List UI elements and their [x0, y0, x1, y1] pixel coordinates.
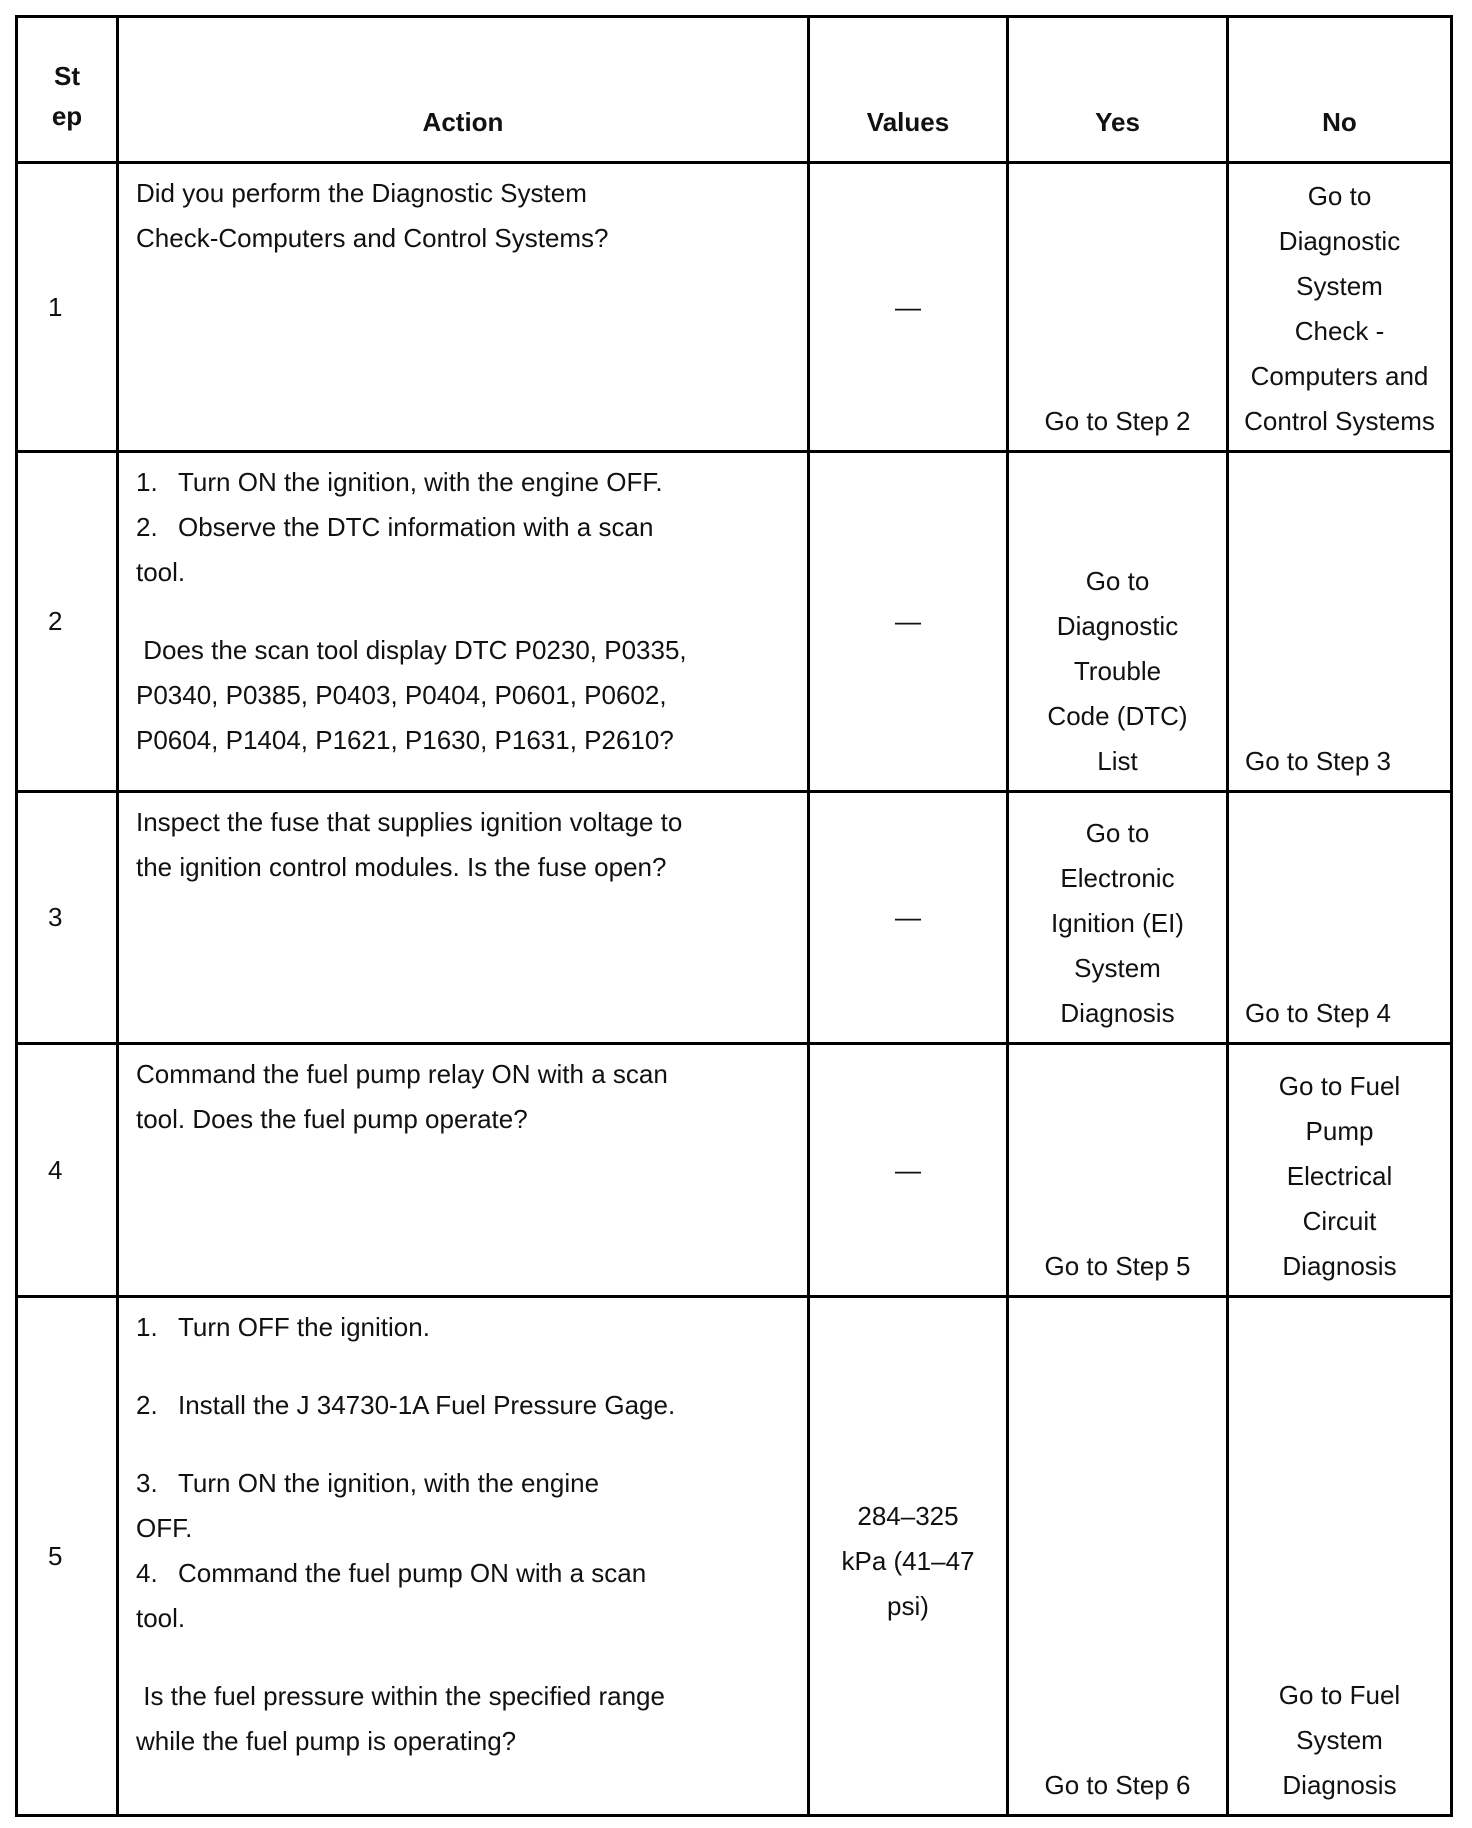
no-cell: [1228, 1044, 1452, 1297]
yes-cell: [1008, 792, 1228, 1044]
list-number: 1.: [136, 467, 158, 497]
step-number: 3: [17, 792, 118, 1044]
yes-cell: [1008, 1044, 1228, 1297]
step-number: 2: [17, 452, 118, 792]
no-text: System: [1296, 271, 1383, 301]
no-text: System: [1296, 1725, 1383, 1755]
action-text: Turn OFF the ignition.: [178, 1312, 430, 1342]
action-text: Command the fuel pump relay ON with a scan: [136, 1059, 668, 1089]
values-text: kPa (41–47: [841, 1546, 975, 1576]
values-cell: [809, 1297, 1008, 1816]
action-list-item: [136, 460, 787, 505]
values-text: —: [895, 291, 921, 322]
table-row: [17, 452, 1452, 792]
no-cell: [1228, 452, 1452, 792]
yes-cell: [1008, 163, 1228, 452]
values-text: —: [895, 902, 921, 932]
action-list-item: [136, 1461, 787, 1506]
action-text: the ignition control modules. Is the fuse open?: [136, 852, 667, 882]
yes-text: Diagnostic: [1056, 611, 1179, 641]
yes-text: List: [1097, 746, 1138, 776]
action-list-item: [136, 505, 787, 550]
action-text: tool.: [136, 557, 186, 587]
action-question: Is the fuel pressure within the specified range: [136, 1681, 665, 1711]
values-text: 284–325: [857, 1501, 959, 1531]
values-cell: [809, 792, 1008, 1044]
no-cell: [1228, 163, 1452, 452]
yes-cell: [1008, 452, 1228, 792]
action-question: Does the scan tool display DTC P0230, P0335,: [136, 635, 687, 665]
action-question: while the fuel pump is operating?: [136, 1726, 517, 1756]
values-text: —: [895, 606, 921, 636]
table-row: [17, 1297, 1452, 1816]
table-row: [17, 792, 1452, 1044]
no-text: Diagnosis: [1282, 1251, 1397, 1281]
values-cell: [809, 163, 1008, 452]
values-cell: [809, 452, 1008, 792]
no-text: Go to Step 4: [1245, 998, 1391, 1028]
yes-text: Go to Step 5: [1044, 1251, 1191, 1281]
action-text: tool. Does the fuel pump operate?: [136, 1104, 528, 1134]
yes-text: Trouble: [1073, 656, 1162, 686]
values-text: psi): [887, 1591, 929, 1621]
step-number: 1: [17, 163, 118, 452]
header-step-line-1: St: [54, 60, 80, 91]
no-text: Go to Fuel: [1278, 1071, 1401, 1101]
action-list-item: [136, 1551, 787, 1596]
action-question: P0604, P1404, P1621, P1630, P1631, P2610?: [136, 725, 674, 755]
no-cell: [1228, 792, 1452, 1044]
table-row: [17, 163, 1452, 452]
no-text: Circuit: [1302, 1206, 1377, 1236]
step-number: 4: [17, 1044, 118, 1297]
action-text: Install the J 34730-1A Fuel Pressure Gage.: [178, 1390, 676, 1420]
no-text: Control Systems: [1244, 406, 1435, 436]
header-step-line-2: ep: [51, 100, 83, 131]
list-number: 1.: [136, 1312, 158, 1342]
no-text: Electrical: [1286, 1161, 1393, 1191]
action-cell: [118, 1297, 809, 1816]
action-list-item: [136, 1383, 787, 1428]
yes-text: Go to: [1085, 818, 1150, 848]
action-text: Observe the DTC information with a scan: [178, 512, 654, 542]
values-cell: [809, 1044, 1008, 1297]
table-header-row: [17, 17, 1452, 163]
action-cell: [118, 163, 809, 452]
action-cell: [118, 792, 809, 1044]
list-number: 2.: [136, 1390, 158, 1420]
yes-text: Diagnosis: [1060, 998, 1175, 1028]
header-step: [17, 17, 118, 163]
action-text: Inspect the fuse that supplies ignition voltage to: [136, 807, 683, 837]
header-values: Values: [809, 17, 1008, 163]
table-row: [17, 1044, 1452, 1297]
action-text: Command the fuel pump ON with a scan: [178, 1558, 647, 1588]
action-text: Turn ON the ignition, with the engine: [178, 1468, 600, 1498]
list-number: 3.: [136, 1468, 158, 1498]
no-text: Go to: [1307, 181, 1372, 211]
no-text: Pump: [1305, 1116, 1374, 1146]
yes-text: Ignition (EI): [1051, 908, 1184, 938]
no-text: Go to Step 3: [1245, 746, 1391, 776]
action-text: Turn ON the ignition, with the engine OFF.: [178, 467, 663, 497]
list-number: 4.: [136, 1558, 158, 1588]
no-text: Check -: [1294, 316, 1385, 346]
no-text: Diagnostic: [1278, 226, 1401, 256]
action-list-item: [136, 1305, 787, 1350]
action-text: OFF.: [136, 1513, 193, 1543]
header-no: No: [1228, 17, 1452, 163]
action-cell: [118, 1044, 809, 1297]
yes-cell: [1008, 1297, 1228, 1816]
action-question: P0340, P0385, P0403, P0404, P0601, P0602,: [136, 680, 667, 710]
action-cell: [118, 452, 809, 792]
no-text: Diagnosis: [1282, 1770, 1397, 1800]
header-yes: Yes: [1008, 17, 1228, 163]
list-number: 2.: [136, 512, 158, 542]
no-text: Go to Fuel: [1278, 1680, 1401, 1710]
action-text: Check-Computers and Control Systems?: [136, 223, 609, 253]
step-number: 5: [17, 1297, 118, 1816]
no-cell: [1228, 1297, 1452, 1816]
header-action: Action: [118, 17, 809, 163]
yes-text: Code (DTC): [1047, 701, 1188, 731]
no-text: Computers and: [1250, 361, 1429, 391]
yes-text: System: [1074, 953, 1161, 983]
values-text: —: [895, 1154, 921, 1185]
yes-text: Electronic: [1060, 863, 1175, 893]
diagnostic-table: [15, 15, 1453, 1817]
action-text: Did you perform the Diagnostic System: [136, 178, 587, 208]
yes-text: Go to Step 2: [1044, 406, 1191, 436]
action-text: tool.: [136, 1603, 186, 1633]
yes-text: Go to: [1085, 566, 1150, 596]
yes-text: Go to Step 6: [1044, 1770, 1191, 1800]
